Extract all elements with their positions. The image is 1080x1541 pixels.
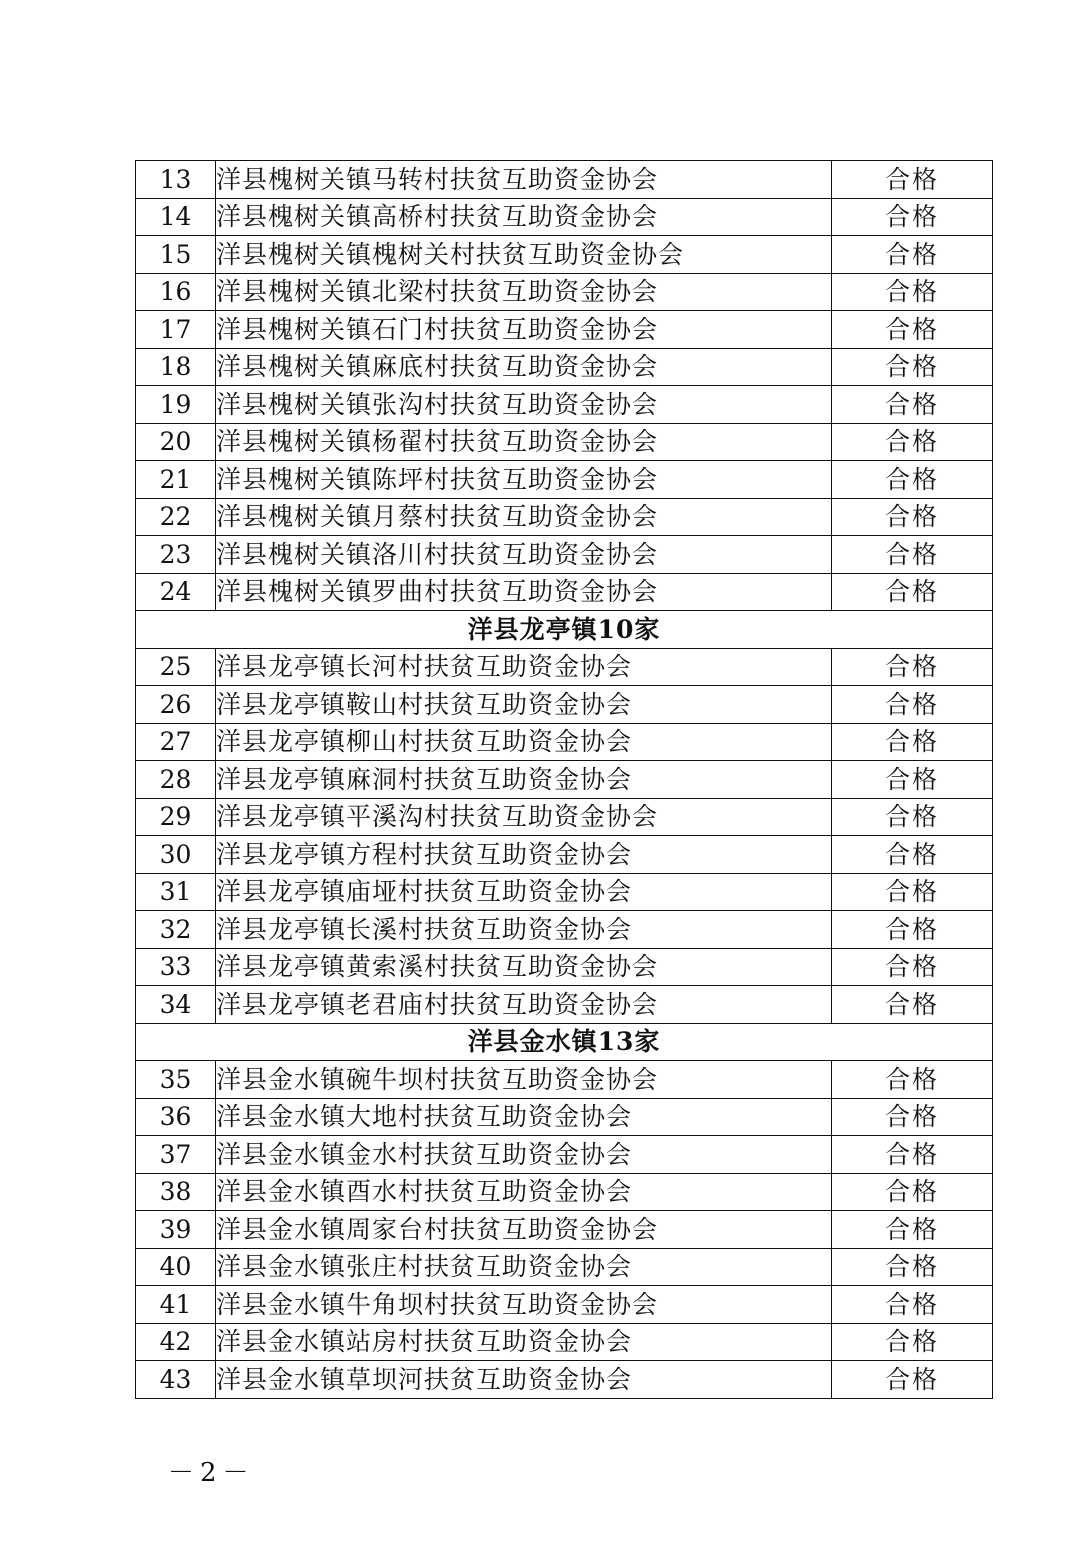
status-cell: 合格 xyxy=(832,348,993,386)
table-row xyxy=(136,686,993,724)
page-number: －2－ xyxy=(168,1458,255,1488)
association-name: 洋县龙亭镇柳山村扶贫互助资金协会 xyxy=(216,723,832,761)
row-number: 15 xyxy=(136,236,216,274)
status-cell: 合格 xyxy=(832,798,993,836)
association-name: 洋县槐树关镇槐树关村扶贫互助资金协会 xyxy=(216,236,832,274)
association-name: 洋县金水镇碗牛坝村扶贫互助资金协会 xyxy=(216,1061,832,1099)
status-cell: 合格 xyxy=(832,873,993,911)
row-number: 35 xyxy=(136,1061,216,1099)
status-cell: 合格 xyxy=(832,686,993,724)
row-number: 22 xyxy=(136,498,216,536)
table-row xyxy=(136,1098,993,1136)
table-row xyxy=(136,986,993,1024)
status-cell: 合格 xyxy=(832,1136,993,1174)
association-name: 洋县槐树关镇张沟村扶贫互助资金协会 xyxy=(216,386,832,424)
association-name: 洋县龙亭镇长溪村扶贫互助资金协会 xyxy=(216,911,832,949)
association-name: 洋县金水镇金水村扶贫互助资金协会 xyxy=(216,1136,832,1174)
row-number: 37 xyxy=(136,1136,216,1174)
table-row xyxy=(136,1136,993,1174)
status-cell: 合格 xyxy=(832,1173,993,1211)
row-number: 31 xyxy=(136,873,216,911)
row-number: 16 xyxy=(136,273,216,311)
association-name: 洋县龙亭镇长河村扶贫互助资金协会 xyxy=(216,648,832,686)
status-cell: 合格 xyxy=(832,198,993,236)
row-number: 34 xyxy=(136,986,216,1024)
row-number: 25 xyxy=(136,648,216,686)
table-row xyxy=(136,573,993,611)
row-number: 18 xyxy=(136,348,216,386)
row-number: 43 xyxy=(136,1361,216,1399)
status-cell: 合格 xyxy=(832,386,993,424)
association-name: 洋县龙亭镇庙垭村扶贫互助资金协会 xyxy=(216,873,832,911)
row-number: 41 xyxy=(136,1286,216,1324)
association-name: 洋县龙亭镇平溪沟村扶贫互助资金协会 xyxy=(216,798,832,836)
association-name: 洋县金水镇牛角坝村扶贫互助资金协会 xyxy=(216,1286,832,1324)
association-name: 洋县金水镇站房村扶贫互助资金协会 xyxy=(216,1323,832,1361)
status-cell: 合格 xyxy=(832,461,993,499)
table-row xyxy=(136,1286,993,1324)
table-row xyxy=(136,761,993,799)
table-body xyxy=(136,161,993,1399)
association-table xyxy=(135,160,993,1399)
status-cell: 合格 xyxy=(832,836,993,874)
status-cell: 合格 xyxy=(832,761,993,799)
table-row xyxy=(136,348,993,386)
row-number: 24 xyxy=(136,573,216,611)
group-header-row xyxy=(136,1023,993,1061)
row-number: 42 xyxy=(136,1323,216,1361)
status-cell: 合格 xyxy=(832,1211,993,1249)
association-name: 洋县槐树关镇麻底村扶贫互助资金协会 xyxy=(216,348,832,386)
row-number: 23 xyxy=(136,536,216,574)
association-name: 洋县槐树关镇石门村扶贫互助资金协会 xyxy=(216,311,832,349)
status-cell: 合格 xyxy=(832,911,993,949)
table-row xyxy=(136,948,993,986)
row-number: 27 xyxy=(136,723,216,761)
association-name: 洋县金水镇酉水村扶贫互助资金协会 xyxy=(216,1173,832,1211)
status-cell: 合格 xyxy=(832,536,993,574)
association-name: 洋县金水镇周家台村扶贫互助资金协会 xyxy=(216,1211,832,1249)
association-name: 洋县龙亭镇鞍山村扶贫互助资金协会 xyxy=(216,686,832,724)
table-row xyxy=(136,911,993,949)
status-cell: 合格 xyxy=(832,161,993,199)
association-name: 洋县槐树关镇洛川村扶贫互助资金协会 xyxy=(216,536,832,574)
group-title: 洋县龙亭镇10家 xyxy=(136,611,993,649)
row-number: 21 xyxy=(136,461,216,499)
table-row xyxy=(136,836,993,874)
association-name: 洋县槐树关镇罗曲村扶贫互助资金协会 xyxy=(216,573,832,611)
group-header-row xyxy=(136,611,993,649)
table-row xyxy=(136,723,993,761)
table-row xyxy=(136,198,993,236)
status-cell: 合格 xyxy=(832,1098,993,1136)
row-number: 32 xyxy=(136,911,216,949)
row-number: 26 xyxy=(136,686,216,724)
status-cell: 合格 xyxy=(832,1248,993,1286)
row-number: 28 xyxy=(136,761,216,799)
table-row xyxy=(136,273,993,311)
table-row xyxy=(136,1361,993,1399)
table-row xyxy=(136,386,993,424)
table-row xyxy=(136,311,993,349)
table-row xyxy=(136,798,993,836)
association-name: 洋县槐树关镇北梁村扶贫互助资金协会 xyxy=(216,273,832,311)
association-name: 洋县槐树关镇马转村扶贫互助资金协会 xyxy=(216,161,832,199)
association-name: 洋县龙亭镇麻洞村扶贫互助资金协会 xyxy=(216,761,832,799)
table-row xyxy=(136,1323,993,1361)
status-cell: 合格 xyxy=(832,311,993,349)
status-cell: 合格 xyxy=(832,986,993,1024)
status-cell: 合格 xyxy=(832,573,993,611)
table-row xyxy=(136,1173,993,1211)
status-cell: 合格 xyxy=(832,423,993,461)
table-row xyxy=(136,161,993,199)
status-cell: 合格 xyxy=(832,648,993,686)
row-number: 39 xyxy=(136,1211,216,1249)
table-row xyxy=(136,423,993,461)
group-title: 洋县金水镇13家 xyxy=(136,1023,993,1061)
table-row xyxy=(136,498,993,536)
table-row xyxy=(136,461,993,499)
table-row xyxy=(136,1211,993,1249)
row-number: 14 xyxy=(136,198,216,236)
association-name: 洋县龙亭镇方程村扶贫互助资金协会 xyxy=(216,836,832,874)
table-row xyxy=(136,536,993,574)
association-name: 洋县金水镇大地村扶贫互助资金协会 xyxy=(216,1098,832,1136)
row-number: 20 xyxy=(136,423,216,461)
row-number: 38 xyxy=(136,1173,216,1211)
status-cell: 合格 xyxy=(832,236,993,274)
table-row xyxy=(136,648,993,686)
status-cell: 合格 xyxy=(832,723,993,761)
association-name: 洋县槐树关镇陈坪村扶贫互助资金协会 xyxy=(216,461,832,499)
row-number: 13 xyxy=(136,161,216,199)
table-row xyxy=(136,1248,993,1286)
table-row xyxy=(136,873,993,911)
row-number: 40 xyxy=(136,1248,216,1286)
status-cell: 合格 xyxy=(832,1061,993,1099)
association-name: 洋县槐树关镇月蔡村扶贫互助资金协会 xyxy=(216,498,832,536)
association-name: 洋县龙亭镇黄索溪村扶贫互助资金协会 xyxy=(216,948,832,986)
association-name: 洋县金水镇张庄村扶贫互助资金协会 xyxy=(216,1248,832,1286)
status-cell: 合格 xyxy=(832,1323,993,1361)
row-number: 29 xyxy=(136,798,216,836)
association-name: 洋县金水镇草坝河扶贫互助资金协会 xyxy=(216,1361,832,1399)
association-name: 洋县槐树关镇杨翟村扶贫互助资金协会 xyxy=(216,423,832,461)
status-cell: 合格 xyxy=(832,1286,993,1324)
status-cell: 合格 xyxy=(832,498,993,536)
row-number: 17 xyxy=(136,311,216,349)
table-row xyxy=(136,236,993,274)
row-number: 33 xyxy=(136,948,216,986)
status-cell: 合格 xyxy=(832,1361,993,1399)
table-row xyxy=(136,1061,993,1099)
association-name: 洋县槐树关镇高桥村扶贫互助资金协会 xyxy=(216,198,832,236)
row-number: 19 xyxy=(136,386,216,424)
status-cell: 合格 xyxy=(832,948,993,986)
status-cell: 合格 xyxy=(832,273,993,311)
row-number: 36 xyxy=(136,1098,216,1136)
association-name: 洋县龙亭镇老君庙村扶贫互助资金协会 xyxy=(216,986,832,1024)
row-number: 30 xyxy=(136,836,216,874)
